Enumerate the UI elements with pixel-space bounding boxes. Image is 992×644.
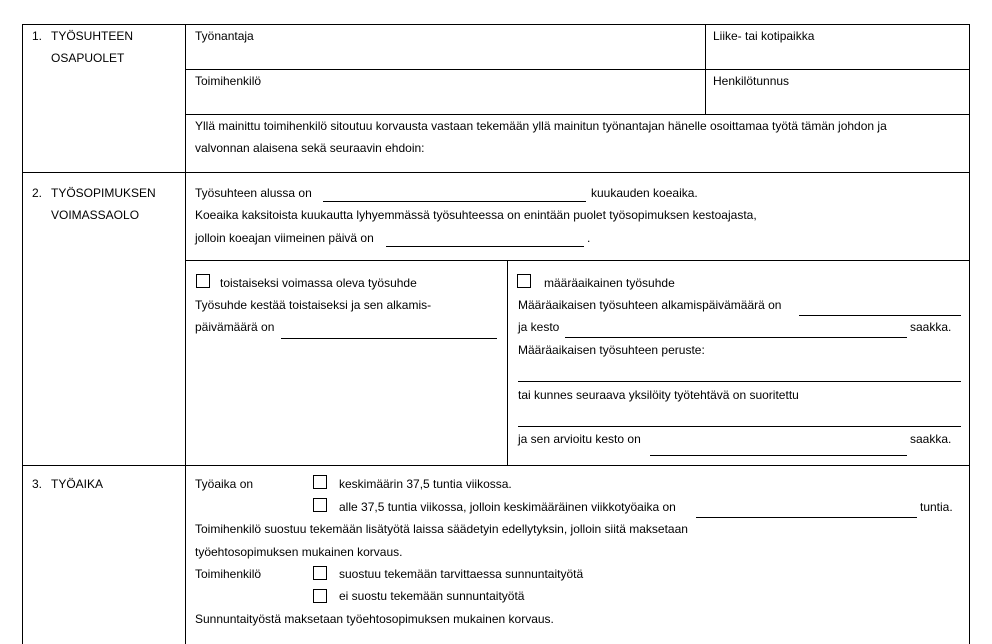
sunday-work-yes-label: suostuu tekemään tarvittaessa sunnuntaityötä xyxy=(339,567,584,581)
table-top-border xyxy=(22,24,969,25)
section-title-2-line1: TYÖSOPIMUKSEN xyxy=(51,186,156,200)
overtime-text-line2: työehtosopimuksen mukainen korvaus. xyxy=(195,545,403,559)
column-divider-titles xyxy=(185,24,186,644)
table-left-border xyxy=(22,24,23,644)
fixed-term-estimate-label: ja sen arvioitu kesto on xyxy=(518,432,641,446)
fixed-term-start-input-line[interactable] xyxy=(799,315,961,316)
sunday-pay-text: Sunnuntaityöstä maksetaan työehtosopimuksen mukainen korvaus. xyxy=(195,612,554,626)
section-title-3: TYÖAIKA xyxy=(51,477,104,491)
trial-period-suffix: kuukauden koeaika. xyxy=(591,186,698,200)
fixed-term-estimate-until-label: saakka. xyxy=(910,432,952,446)
table-right-border xyxy=(969,24,970,644)
section-divider-1-2 xyxy=(22,172,969,173)
section-number-2: 2. xyxy=(32,186,43,200)
section-divider-2-3 xyxy=(22,465,969,466)
fixed-term-reason-label: Määräaikaisen työsuhteen peruste: xyxy=(518,343,705,357)
under-hours-label: alle 37,5 tuntia viikossa, jolloin keskimääräinen viikkotyöaika on xyxy=(339,500,676,514)
fixed-term-reason-input-line[interactable] xyxy=(518,381,961,382)
section-title-2-line2: VOIMASSAOLO xyxy=(51,208,140,222)
place-field[interactable]: Liike- tai kotipaikka xyxy=(713,29,815,43)
section-number-1: 1. xyxy=(32,29,43,43)
column-divider-s1-place xyxy=(705,24,706,114)
fixed-term-estimate-input-line[interactable] xyxy=(650,455,907,456)
trial-end-suffix: . xyxy=(587,231,591,245)
permanent-start-label: päivämäärä on xyxy=(195,320,275,334)
trial-end-label: jolloin koeajan viimeinen päivä on xyxy=(195,231,374,245)
trial-period-label: Työsuhteen alussa on xyxy=(195,186,312,200)
fixed-term-start-label: Määräaikaisen työsuhteen alkamispäivämäärä on xyxy=(518,298,782,312)
agreement-text-line2: valvonnan alaisena sekä seuraavin ehdoin: xyxy=(195,141,425,155)
weekly-hours-input-line[interactable] xyxy=(696,517,917,518)
average-hours-checkbox[interactable] xyxy=(313,475,327,489)
working-hours-label: Työaika on xyxy=(195,477,254,491)
permanent-employment-label: toistaiseksi voimassa oleva työsuhde xyxy=(220,276,417,290)
under-hours-checkbox[interactable] xyxy=(313,498,327,512)
sunday-work-no-checkbox[interactable] xyxy=(313,589,327,603)
trial-period-rule: Koeaika kaksitoista kuukautta lyhyemmässä työsuhteessa on enintään puolet työsopimuksen kestoajasta, xyxy=(195,208,757,222)
weekly-hours-unit: tuntia. xyxy=(920,500,953,514)
permanent-start-input-line[interactable] xyxy=(281,338,497,339)
fixed-term-employment-label: määräaikainen työsuhde xyxy=(544,276,675,290)
section-title-1-line2: OSAPUOLET xyxy=(51,51,125,65)
fixed-term-task-input-line[interactable] xyxy=(518,426,961,427)
row-divider-s1-employee xyxy=(185,114,969,115)
sunday-work-label: Toimihenkilö xyxy=(195,567,262,581)
row-divider-s1-parties xyxy=(185,69,969,70)
fixed-term-duration-label: ja kesto xyxy=(518,320,560,334)
section-number-3: 3. xyxy=(32,477,43,491)
agreement-text-line1: Yllä mainittu toimihenkilö sitoutuu korvausta vastaan tekemään yllä mainitun työnantajan hänelle osoittamaa työtä tämän johdon ja xyxy=(195,119,887,133)
fixed-term-task-label: tai kunnes seuraava yksilöity työtehtävä on suoritettu xyxy=(518,388,799,402)
permanent-text-line1: Työsuhde kestää toistaiseksi ja sen alkamis- xyxy=(195,298,432,312)
sunday-work-no-label: ei suostu tekemään sunnuntaityötä xyxy=(339,589,525,603)
employee-field[interactable]: Toimihenkilö xyxy=(195,74,262,88)
fixed-term-until-label: saakka. xyxy=(910,320,952,334)
column-divider-s2-types xyxy=(507,260,508,465)
section-title-1-line1: TYÖSUHTEEN xyxy=(51,29,134,43)
average-hours-label: keskimäärin 37,5 tuntia viikossa. xyxy=(339,477,512,491)
trial-period-input-line[interactable] xyxy=(323,201,586,202)
ssn-field[interactable]: Henkilötunnus xyxy=(713,74,790,88)
permanent-employment-checkbox[interactable] xyxy=(196,274,210,288)
fixed-term-employment-checkbox[interactable] xyxy=(517,274,531,288)
overtime-text-line1: Toimihenkilö suostuu tekemään lisätyötä laissa säädetyin edellytyksin, jolloin siitä maksetaan xyxy=(195,522,688,536)
row-divider-s2-types xyxy=(185,260,969,261)
employer-field[interactable]: Työnantaja xyxy=(195,29,254,43)
trial-end-input-line[interactable] xyxy=(386,246,584,247)
sunday-work-yes-checkbox[interactable] xyxy=(313,566,327,580)
fixed-term-duration-input-line[interactable] xyxy=(565,337,907,338)
